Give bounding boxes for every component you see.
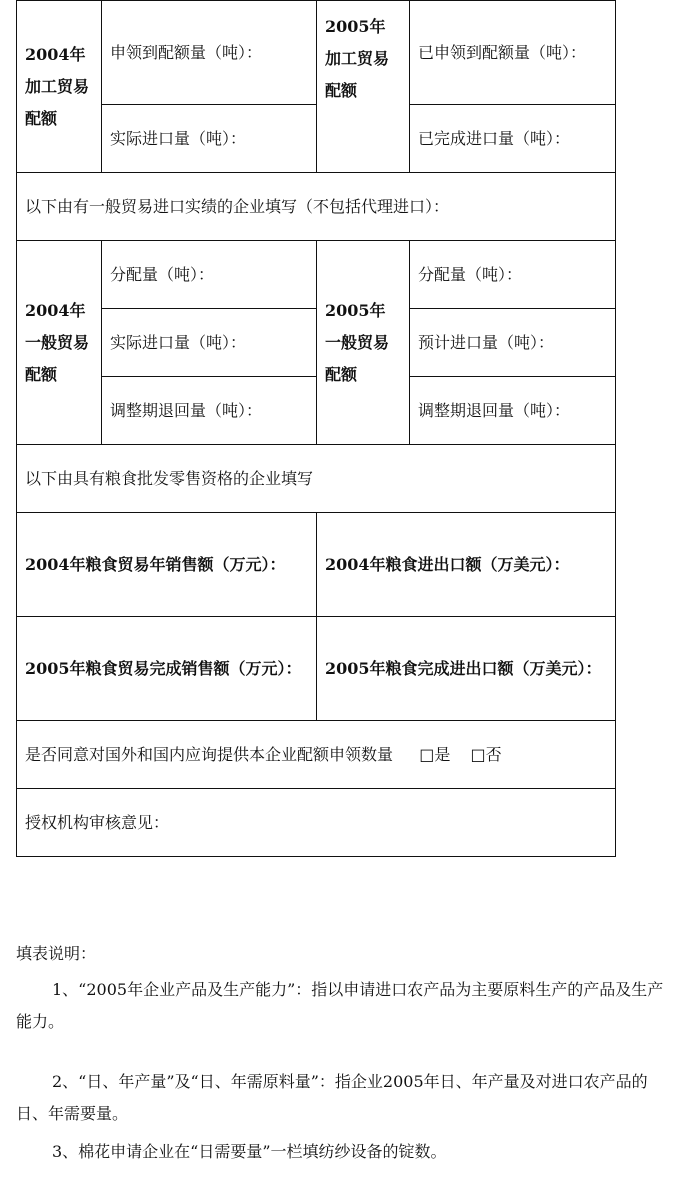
grain-trade-instruction: 以下由具有粮食批发零售资格的企业填写 — [17, 445, 616, 513]
general-trade-2005-label: 2005年一般贸易配额 — [317, 241, 410, 445]
general-2005-allocation-field[interactable]: 分配量（吨）： — [410, 241, 616, 309]
processing-2004-allocated-field[interactable]: 申领到配额量（吨）： — [102, 1, 317, 105]
general-2004-imported-field[interactable]: 实际进口量（吨）： — [102, 309, 317, 377]
processing-trade-2005-label: 2005年加工贸易配额 — [317, 1, 410, 173]
grain-2005-sales-field[interactable]: 2005年粮食贸易完成销售额（万元）： — [17, 617, 317, 721]
consent-no-checkbox[interactable]: □否 — [470, 744, 502, 764]
processing-trade-2004-label: 2004年加工贸易配额 — [17, 1, 102, 173]
quota-application-table — [16, 0, 616, 857]
general-2004-returned-field[interactable]: 调整期退回量（吨）： — [102, 377, 317, 445]
authority-opinion-field[interactable]: 授权机构审核意见： — [17, 789, 616, 857]
processing-2004-imported-field[interactable]: 实际进口量（吨）： — [102, 105, 317, 173]
consent-yes-checkbox[interactable]: □是 — [419, 744, 451, 764]
instruction-item-1: 1、“2005年企业产品及生产能力”：指以申请进口农产品为主要原料生产的产品及生产能力。 — [16, 980, 664, 1031]
grain-2004-trade-field[interactable]: 2004年粮食进出口额（万美元）： — [317, 513, 616, 617]
general-2005-returned-field[interactable]: 调整期退回量（吨）： — [410, 377, 616, 445]
consent-row — [17, 721, 616, 789]
general-trade-2004-label: 2004年一般贸易配额 — [17, 241, 102, 445]
general-trade-instruction: 以下由有一般贸易进口实绩的企业填写（不包括代理进口）： — [17, 173, 616, 241]
processing-2005-allocated-field[interactable]: 已申领到配额量（吨）： — [410, 1, 616, 105]
grain-2004-sales-field[interactable]: 2004年粮食贸易年销售额（万元）： — [17, 513, 317, 617]
instructions-heading: 填表说明： — [16, 944, 97, 963]
general-2005-expected-import-field[interactable]: 预计进口量（吨）： — [410, 309, 616, 377]
instruction-item-3: 3、棉花申请企业在“日需要量”一栏填纺纱设备的锭数。 — [52, 1142, 447, 1161]
general-2004-allocation-field[interactable]: 分配量（吨）： — [102, 241, 317, 309]
grain-2005-trade-field[interactable]: 2005年粮食完成进出口额（万美元）： — [317, 617, 616, 721]
consent-question: 是否同意对国外和国内应询提供本企业配额申领数量 — [25, 744, 394, 764]
processing-2005-imported-field[interactable]: 已完成进口量（吨）： — [410, 105, 616, 173]
instruction-item-2: 2、“日、年产量”及“日、年需原料量”：指企业2005年日、年产量及对进口农产品的日、年需要量。 — [16, 1072, 648, 1123]
